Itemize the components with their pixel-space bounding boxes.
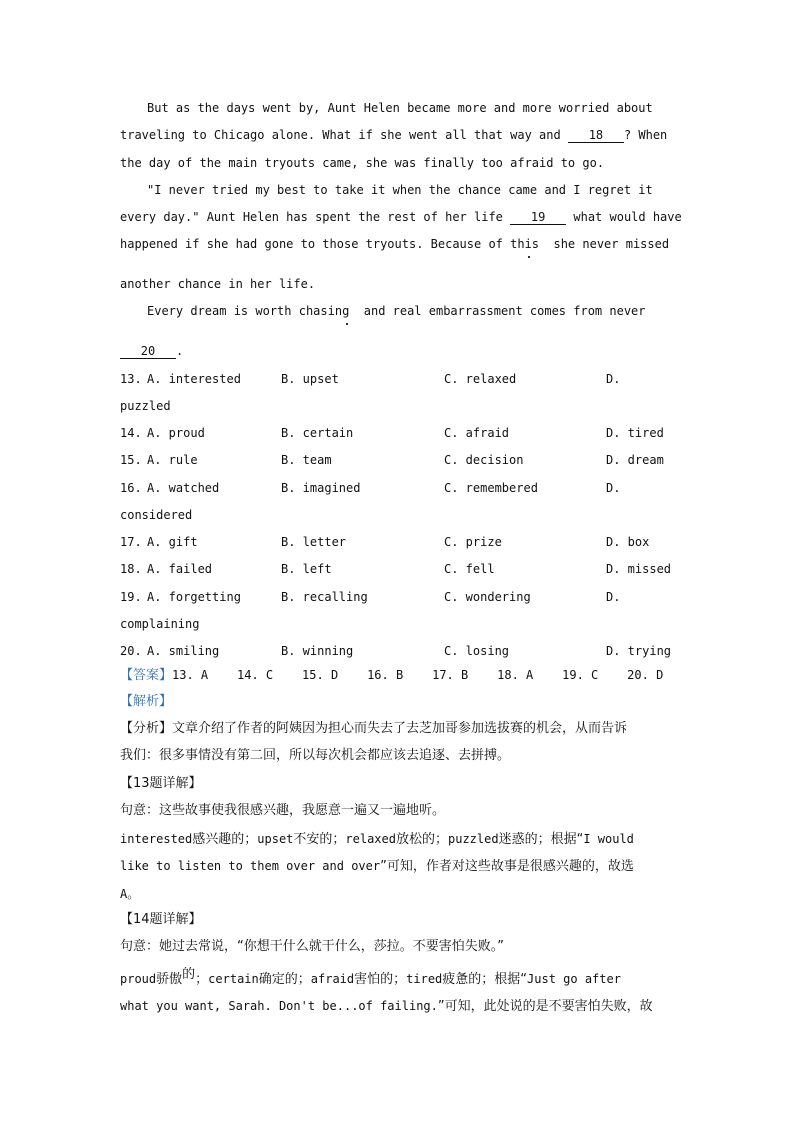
option-b: B. imagined xyxy=(281,481,361,495)
q14-explanation: proud骄傲的；certain确定的；afraid害怕的；tired疲惫的；根据“Just go after xyxy=(120,967,621,987)
blank-18: 18 xyxy=(568,129,624,143)
passage-line: the day of the main tryouts came, she was finally too afraid to go. xyxy=(120,156,605,170)
option-a: A. interested xyxy=(147,372,241,386)
punctuation-mark xyxy=(346,323,348,325)
question-number: 13. xyxy=(120,372,142,386)
q14-sentence: 句意：她过去常说，“你想干什么就干什么，莎拉。不要害怕失败。” xyxy=(120,939,504,954)
passage-line: "I never tried my best to take it when the chance came and I regret it xyxy=(147,183,653,197)
analysis-summary: 我们：很多事情没有第二回，所以每次机会都应该去追逐、去拼搏。 xyxy=(120,748,511,763)
passage-line: Every dream is worth chasing and real embarrassment comes from never xyxy=(147,304,646,318)
option-c: C. wondering xyxy=(444,590,531,604)
passage-line: every day." Aunt Helen has spent the rest of her life 19 what would have xyxy=(120,210,682,224)
option-a: A. smiling xyxy=(147,644,220,658)
q13-heading: 【13题详解】 xyxy=(120,776,202,791)
question-number: 18. xyxy=(120,562,142,576)
analysis-label: 【解析】 xyxy=(120,694,173,709)
option-b: B. winning xyxy=(281,644,354,658)
analysis-summary: 【分析】文章介绍了作者的阿姨因为担心而失去了去芝加哥参加选拔赛的机会，从而告诉 xyxy=(120,721,628,736)
option-d: D. missed xyxy=(606,562,672,576)
answer-label: 【答案】 xyxy=(120,668,173,683)
blank-20: 20 xyxy=(120,345,176,359)
option-b: B. left xyxy=(281,562,332,576)
passage-line: 20 . xyxy=(120,343,183,359)
passage-line: another chance in her life. xyxy=(120,277,316,291)
q13-explanation: A。 xyxy=(120,887,140,901)
answer-text: 13. A 14. C 15. D 16. B 17. B 18. A 19. C 20. D xyxy=(172,668,664,682)
answer-line xyxy=(120,666,663,685)
question-number: 20. xyxy=(120,644,142,658)
question-number: 19. xyxy=(120,590,142,604)
option-c: C. losing xyxy=(444,644,510,658)
option-a: A. forgetting xyxy=(147,590,241,604)
punctuation-mark xyxy=(528,256,530,258)
option-c: C. relaxed xyxy=(444,372,517,386)
option-c: C. afraid xyxy=(444,426,510,440)
q14-explanation: what you want, Sarah. Don't be...of failing.”可知，此处说的是不要害怕失败，故 xyxy=(120,999,653,1014)
option-b: B. letter xyxy=(281,535,347,549)
question-number: 15. xyxy=(120,453,142,467)
question-number: 14. xyxy=(120,426,142,440)
option-a: A. watched xyxy=(147,481,220,495)
option-b: B. certain xyxy=(281,426,354,440)
q13-explanation: like to listen to them over and over”可知，作者对这些故事是很感兴趣的，故选 xyxy=(120,859,634,874)
option-c: C. remembered xyxy=(444,481,538,495)
passage-line: But as the days went by, Aunt Helen became more and more worried about xyxy=(147,101,653,115)
question-number: 17. xyxy=(120,535,142,549)
option-b: B. team xyxy=(281,453,332,467)
option-d: D. tired xyxy=(606,426,664,440)
option-c: C. prize xyxy=(444,535,502,549)
passage-line: traveling to Chicago alone. What if she went all that way and 18 ? When xyxy=(120,128,668,142)
option-d: D. xyxy=(606,590,621,604)
option-c: C. fell xyxy=(444,562,495,576)
option-a: A. proud xyxy=(147,426,205,440)
option-a: A. gift xyxy=(147,535,198,549)
option-d: D. xyxy=(606,372,621,386)
option-d: D. dream xyxy=(606,453,664,467)
option-a: A. failed xyxy=(147,562,213,576)
q13-explanation: interested感兴趣的；upset不安的；relaxed放松的；puzzled迷惑的；根据“I would xyxy=(120,832,634,847)
option-d-wrap: complaining xyxy=(120,617,200,631)
option-d: D. box xyxy=(606,535,650,549)
option-d-wrap: considered xyxy=(120,508,193,522)
blank-19: 19 xyxy=(510,211,566,225)
option-a: A. rule xyxy=(147,453,198,467)
q14-heading: 【14题详解】 xyxy=(120,912,202,927)
option-d: D. xyxy=(606,481,621,495)
option-b: B. recalling xyxy=(281,590,368,604)
passage-line: happened if she had gone to those tryouts. Because of this she never missed xyxy=(120,237,670,251)
option-c: C. decision xyxy=(444,453,524,467)
option-d-wrap: puzzled xyxy=(120,399,171,413)
question-number: 16. xyxy=(120,481,142,495)
option-b: B. upset xyxy=(281,372,339,386)
option-d: D. trying xyxy=(606,644,672,658)
q13-sentence: 句意：这些故事使我很感兴趣，我愿意一遍又一遍地听。 xyxy=(120,803,446,818)
